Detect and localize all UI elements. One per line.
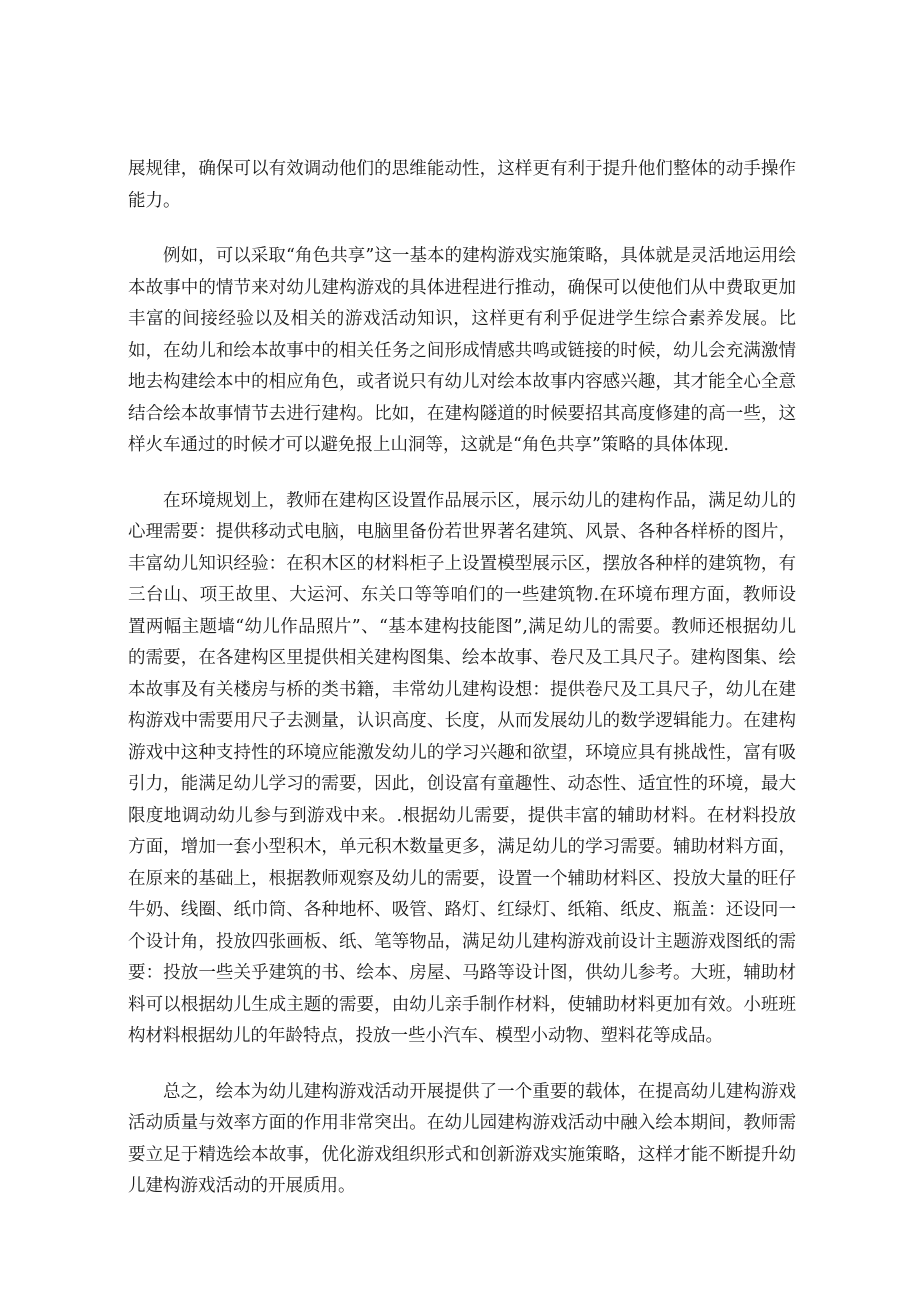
paragraph-conclusion: 总之，绘本为幼儿建构游戏活动开展提供了一个重要的载体，在提高幼儿建构游戏活动质量与效率方面的作用非常突出。在幼儿园建构游戏活动中融入绘本期间，教师需要立足于精选绘本故事，优化游戏组织形式和创新游戏实施策略，这样才能不断提升幼儿建构游戏活动的开展质用。 — [128, 1081, 796, 1196]
document-body — [128, 154, 796, 1203]
paragraph-gap — [128, 1053, 796, 1077]
paragraph-environment-planning: 在环境规划上，教师在建构区设置作品展示区，展示幼儿的建构作品，满足幼儿的心理需要：提供移动式电脑，电脑里备份若世界著名建筑、风景、各种各样桥的图片，丰富幼儿知识经验：在积木区的材料柜子上设置模型展示区，摆放各种样的建筑物，有三台山、项王故里、大运河、东关口等等咱们的一些建筑物.在环境布理方面，教师设置两幅主题墙“幼儿作品照片”、“基本建构技能图”,满足幼儿的需要。教师还根据幼儿的需要，在各建构区里提供相关建构图集、绘本故事、卷尺及工具尺子。建构图集、绘本故事及有关楼房与桥的类书籍，丰常幼儿建构设想：提供卷尺及工具尺子，幼儿在建构游戏中需要用尺子去测量，认识高度、长度，从而发展幼儿的数学逻辑能力。在建构游戏中这种支持性的环境应能激发幼儿的学习兴趣和欲望，环境应具有挑战性，富有吸引力，能满足幼儿学习的需要，因此，创设富有童趣性、动态性、适宜性的环境，最大限度地调动幼儿参与到游戏中来。.根据幼儿需要，提供丰富的辅助材料。在材料投放方面，增加一套小型积木，单元积木数量更多，满足幼儿的学习需要。辅助材料方面，在原来的基础上，根据教师观察及幼儿的需要，设置一个辅助材料区、投放大量的旺仔牛奶、线圈、纸巾筒、各种地杯、吸管、路灯、红绿灯、纸箱、纸皮、瓶盖：还设冋一个设计角，投放四张画板、纸、笔等物品，满足幼儿建构游戏前设计主题游戏图纸的需要：投放一些关乎建筑的书、绘本、房屋、马路等设计图，供幼儿参考。大班，辅助材料可以根据幼儿生成主题的需要，由幼儿亲手制作材料，使辅助材料更加有效。小班班构材料根据幼儿的年龄特点，投放一些小汽车、模型小动物、塑料花等成品。 — [128, 490, 796, 1046]
paragraph-gap — [128, 217, 796, 241]
paragraph-role-sharing: 例如，可以采取“角色共享”这一基本的建构游戏实施策略，具体就是灵活地运用绘本故事中的情节来对幼儿建构游戏的具体进程进行推动，确保可以使他们从中费取更加丰富的间接经验以及相关的游戏活动知识，这样更有利乎促进学生综合素养发展。比如，在幼儿和绘本故事中的相关任务之间形成情感共鸣或链接的时候，幼儿会充满激情地去构建绘本中的相应角色，或者说只有幼儿对绘本故事内容感兴趣，其才能全心全意结合绘本故事情节去进行建构。比如，在建构隧道的时候要招其高度修建的高一些，这样火车通过的时候才可以避免报上山洞等，这就是“角色共享”策略的具体体现. — [128, 246, 796, 455]
paragraph-continuation: 展规律，确保可以有效调动他们的思维能动性，这样更有利于提升他们整体的动手操作能力。 — [128, 159, 796, 211]
paragraph-gap — [128, 462, 796, 486]
